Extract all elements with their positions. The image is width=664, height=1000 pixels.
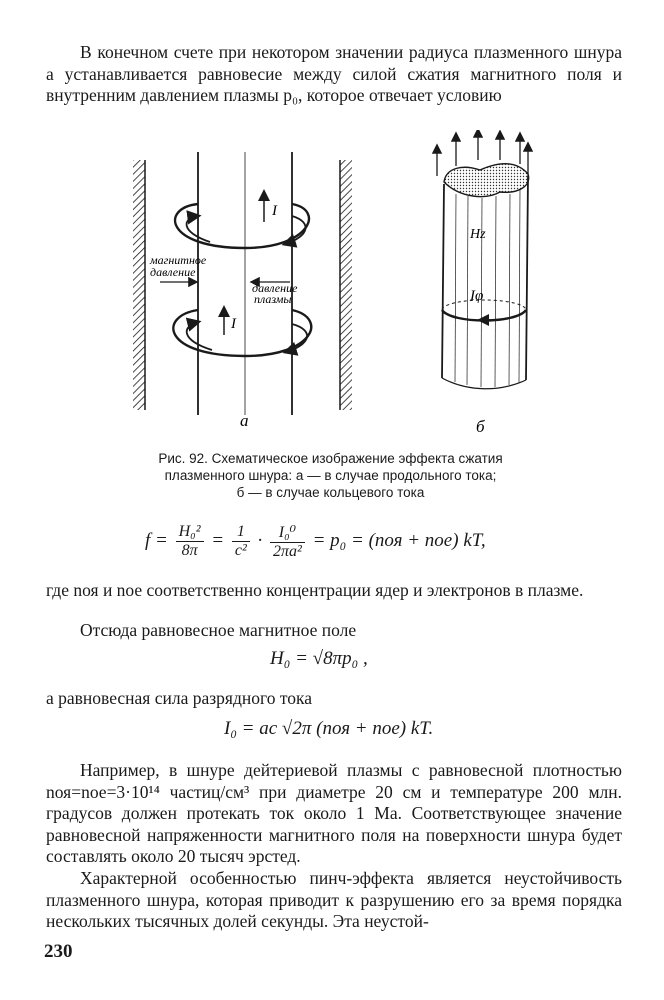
figure-92 — [0, 130, 664, 570]
caption-line: б — в случае кольцевого тока — [236, 485, 425, 500]
fraction-num: I₀⁰ — [270, 522, 305, 543]
diagram-b — [437, 130, 529, 436]
plasma-surface-top — [444, 164, 529, 197]
plasma-column-outline — [442, 184, 444, 378]
svg-text:плазмы: плазмы — [254, 292, 292, 306]
paragraph-where: где nоя и nое соответственно концентрации ядер и электронов в плазме. — [46, 580, 584, 600]
svg-text:I: I — [272, 203, 277, 219]
figure-caption — [128, 450, 533, 501]
fraction-den: 8π — [181, 542, 198, 559]
fraction-num: 1 — [232, 523, 250, 542]
svg-text:давление: давление — [252, 281, 298, 295]
eq-dot: · — [257, 529, 263, 551]
fraction-num: H₀² — [176, 523, 204, 542]
caption-line: Рис. 92. Схематическое изображение эффекта сжатия — [158, 451, 503, 466]
svg-text:магнитное: магнитное — [150, 253, 207, 267]
left-wall-hatching — [133, 160, 145, 410]
paragraph-current: а равновесная сила разрядного тока — [46, 688, 313, 708]
caption-line: плазменного шнура: а — в случае продольного тока; — [164, 468, 497, 483]
equation-field: H₀ = √8πp₀ , — [270, 648, 368, 669]
fraction-den: c² — [234, 542, 247, 559]
right-wall-hatching — [340, 160, 352, 410]
paragraph-intro: В конечном счете при некотором значении радиуса плазменного шнура a устанавливается равновесие между силой сжатия магнитного поля и внутренним давлением плазмы p₀, которое отвечает условию — [46, 42, 622, 105]
svg-text:I: I — [231, 316, 236, 332]
eq-rhs: = p₀ = (nоя + nое) kT, — [312, 529, 486, 551]
paragraph-instability: Характерной особенностью пинч-эффекта является неустойчивость плазменного шнура, которая приводит к разрушению его за время порядка нескольких тысячных долей секунды. Эта неустой- — [46, 868, 622, 931]
equation-current: I₀ = ac √2π (nоя + nое) kT. — [224, 718, 434, 739]
diagram-a-label: а — [240, 411, 249, 430]
fraction — [232, 523, 250, 560]
eq-sign: = — [211, 529, 225, 551]
page-number: 230 — [44, 941, 73, 962]
diagram-b-label: б — [476, 417, 485, 436]
svg-text:Hz: Hz — [470, 227, 486, 242]
eq-lhs: f = — [145, 529, 168, 551]
equation-pressure-balance — [145, 522, 486, 561]
svg-text:Iφ: Iφ — [470, 288, 484, 304]
diagram-a — [133, 152, 352, 430]
fraction — [270, 522, 305, 561]
svg-text:давление: давление — [150, 265, 196, 279]
fraction — [176, 523, 204, 560]
paragraph-hence: Отсюда равновесное магнитное поле — [80, 620, 357, 640]
paragraph-example: Например, в шнуре дейтериевой плазмы с равновесной плотностью nоя=nое=3·10¹⁴ частиц/см³ при диаметре 20 см и температуре 200 млн. градусов должен протекать ток около 1 Ма. Соответствующее значение равновесной напряженности магнитного поля на поверхности шнура будет составлять около 20 тысяч эрстед. — [46, 760, 622, 866]
fraction-den: 2πa² — [273, 543, 302, 560]
